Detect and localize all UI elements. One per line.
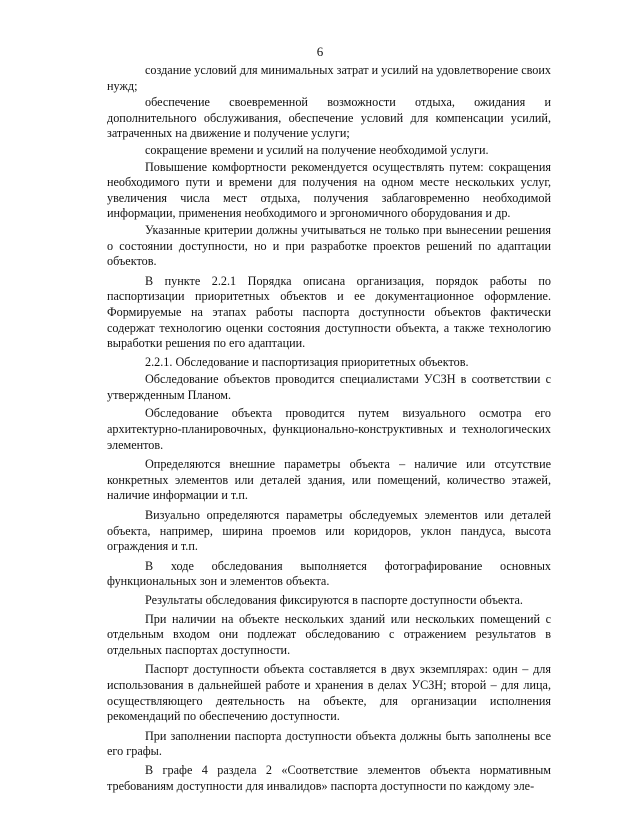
paragraph: Паспорт доступности объекта составляется в двух экземплярах: один – для использования в дальнейшей работе и хранения в делах УСЗН; второй – для лица, осуществляющего деятельность на объекте, для организации исполнения рекомендаций по обеспечению доступности.	[107, 662, 551, 724]
document-body	[107, 63, 551, 794]
paragraph: В графе 4 раздела 2 «Соответствие элементов объекта нормативным требованиям доступности для инвалидов» паспорта доступности по каждому эле-	[107, 762, 551, 793]
section-heading: 2.2.1. Обследование и паспортизация приоритетных объектов.	[145, 354, 469, 369]
paragraph: создание условий для минимальных затрат и усилий на удовлетворение своих нужд;	[107, 63, 551, 93]
paragraph: Результаты обследования фиксируются в паспорте доступности объекта.	[145, 593, 523, 607]
paragraph: Повышение комфортности рекомендуется осуществлять путем: сокращения необходимого пути и времени для получения на одном месте нескольких услуг, увеличения числа мест отдыха, получения заблаговременно необходимой информации, применения необходимого и эргономичного оборудования и др.	[107, 159, 551, 221]
paragraph: сокращение времени и усилий на получение необходимой услуги.	[145, 142, 489, 157]
paragraph: При заполнении паспорта доступности объекта должны быть заполнены все его графы.	[107, 728, 551, 759]
paragraph: Определяются внешние параметры объекта – наличие или отсутствие конкретных элементов или деталей здания, или помещений, количество этажей, наличие информации и т.п.	[107, 457, 551, 503]
paragraph: При наличии на объекте нескольких зданий или нескольких помещений с отдельным входом они подлежат обследованию с отражением результатов в отдельных паспортах доступности.	[107, 611, 551, 657]
page-number: 6	[316, 44, 324, 59]
paragraph: В пункте 2.2.1 Порядка описана организация, порядок работы по паспортизации приоритетных объектов и ее документационное оформление. Формируемые на этапах работы паспорта доступности объектов фактически содержат технологию оценки состояния доступности объекта, а также технологию выработки решения по его адаптации.	[107, 273, 551, 351]
paragraph: обеспечение своевременной возможности отдыха, ожидания и дополнительного обслуживания, обеспечение условий для компенсации усилий, затраченных на движение и получение услуги;	[107, 95, 551, 141]
paragraph: Визуально определяются параметры обследуемых элементов или деталей объекта, например, ширина проемов или коридоров, уклон пандуса, высота ограждения и т.п.	[107, 508, 551, 554]
paragraph: Указанные критерии должны учитываться не только при вынесении решения о состоянии доступности, но и при разработке проектов решений по адаптации объектов.	[107, 222, 551, 269]
paragraph: В ходе обследования выполняется фотографирование основных функциональных зон и элементов объекта.	[107, 558, 551, 589]
paragraph: Обследование объекта проводится путем визуального осмотра его архитектурно-планировочных, функционально-конструктивных и технологических элементов.	[107, 406, 551, 452]
paragraph: Обследование объектов проводится специалистами УСЗН в соответствии с утвержденным Планом.	[107, 372, 551, 402]
